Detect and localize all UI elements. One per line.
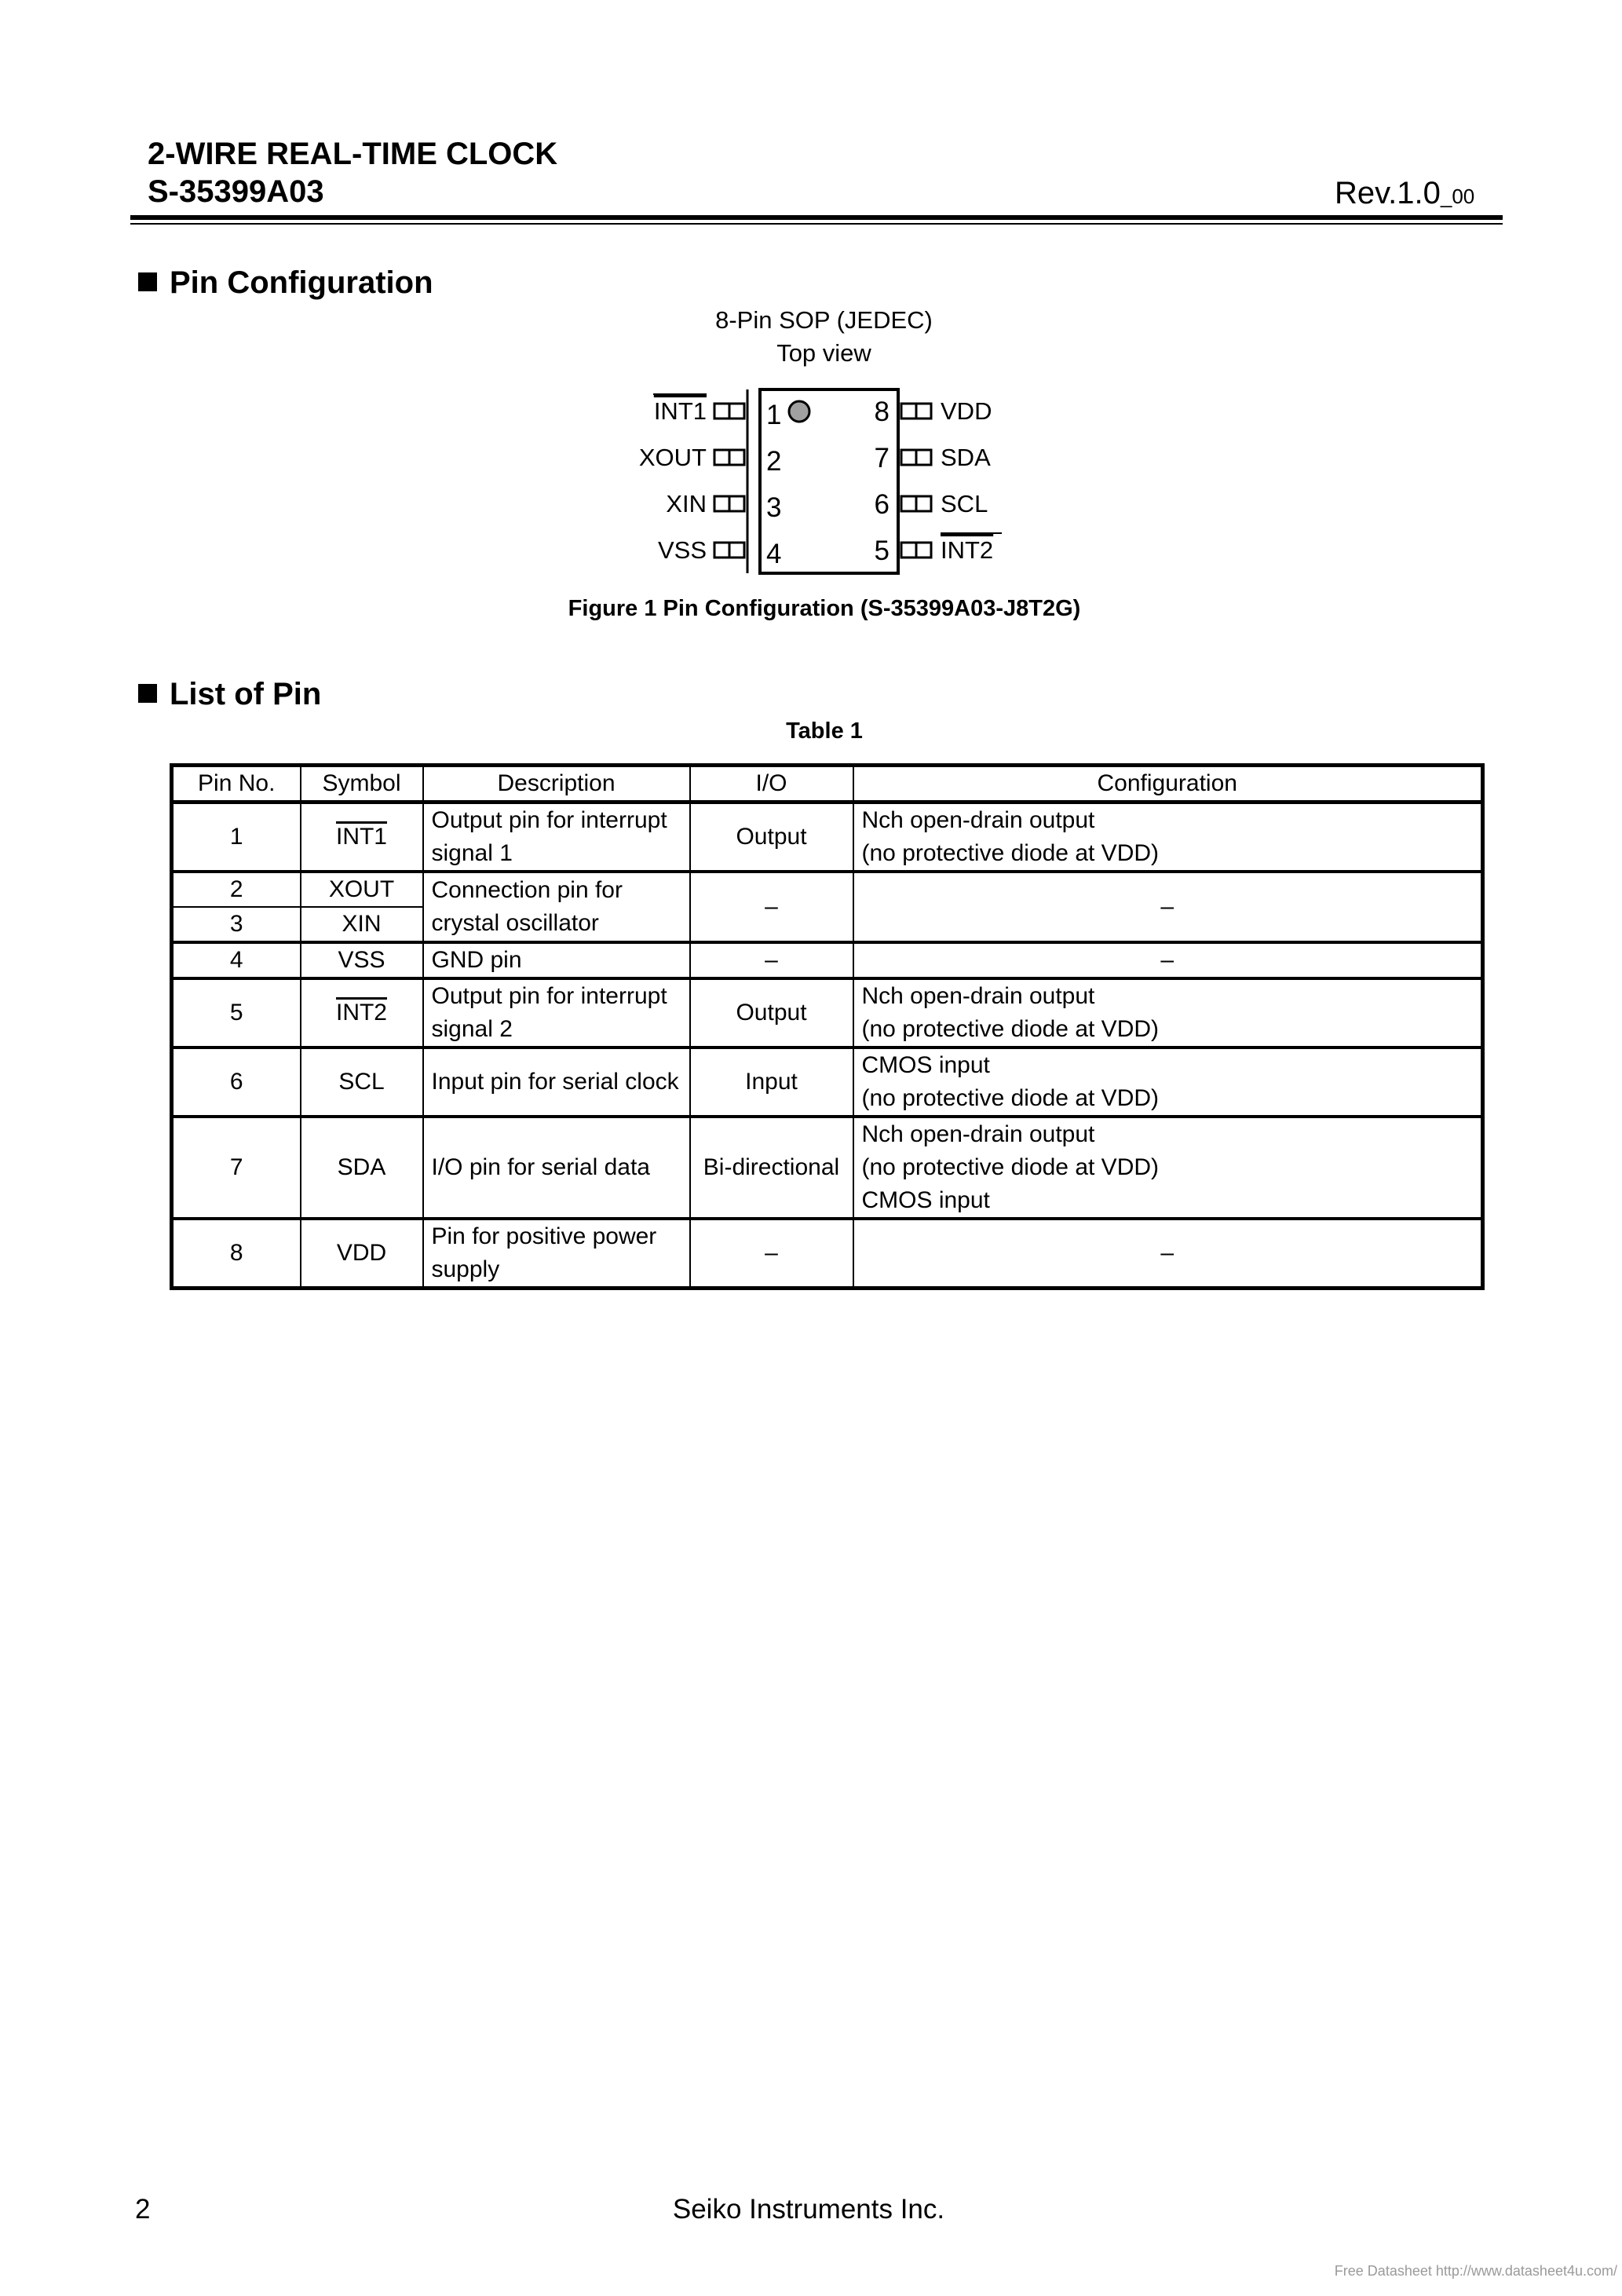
configuration-cell: Nch open-drain output (no protective diode at VDD) [853, 978, 1483, 1047]
configuration-cell: – [853, 942, 1483, 978]
pin-number: 2 [766, 446, 782, 477]
section-heading-list-of-pin [138, 675, 321, 713]
pin-name: INT2 [941, 536, 994, 564]
pin-number-cell: 7 [172, 1117, 301, 1219]
pin-pad [916, 543, 931, 558]
io-cell: Output [690, 978, 853, 1047]
pin-pad [714, 543, 729, 558]
figure-caption: Figure 1 Pin Configuration (S-35399A03-J8T2G) [568, 596, 1081, 621]
pin-pad [714, 450, 729, 465]
io-cell: Output [690, 803, 853, 872]
symbol-text: INT2 [335, 1000, 387, 1026]
pin-number: 6 [874, 489, 890, 520]
pin-name: VDD [941, 397, 992, 425]
table-header-row [172, 766, 1483, 803]
square-bullet-icon [138, 272, 157, 291]
table-row [172, 978, 1483, 1047]
column-header: I/O [690, 766, 853, 803]
pin-number-cell: 6 [172, 1047, 301, 1117]
pin-number-cell: 1 [172, 803, 301, 872]
pin-number: 7 [874, 443, 890, 473]
description-cell: Input pin for serial clock [423, 1047, 690, 1117]
symbol-cell: VDD [301, 1219, 423, 1289]
watermark-text: Free Datasheet http://www.datasheet4u.com/ [1334, 2263, 1617, 2279]
description-cell: I/O pin for serial data [423, 1117, 690, 1219]
pin-name: VSS [657, 536, 707, 564]
pin-pad [901, 543, 916, 558]
description-cell: Output pin for interrupt signal 1 [423, 803, 690, 872]
pin-name: SCL [941, 490, 988, 517]
symbol-cell [301, 978, 423, 1047]
pin-name: XOUT [638, 444, 707, 471]
pin-pad [916, 450, 931, 465]
io-cell: Bi-directional [690, 1117, 853, 1219]
symbol-cell: XIN [301, 907, 423, 942]
io-cell: Input [690, 1047, 853, 1117]
table-row [172, 803, 1483, 872]
pin-number: 4 [766, 539, 782, 569]
pin-number-cell: 8 [172, 1219, 301, 1289]
configuration-cell: Nch open-drain output (no protective diode at VDD) [853, 803, 1483, 872]
description-cell: Pin for positive power supply [423, 1219, 690, 1289]
company-name: Seiko Instruments Inc. [672, 2194, 945, 2225]
configuration-cell: – [853, 1219, 1483, 1289]
view-label: Top view [776, 339, 871, 367]
pin-pad [729, 450, 744, 465]
pin-number-cell: 2 [172, 872, 301, 907]
symbol-text: INT1 [335, 824, 387, 850]
configuration-cell: CMOS input (no protective diode at VDD) [853, 1047, 1483, 1117]
symbol-cell: SDA [301, 1117, 423, 1219]
document-title: 2-WIRE REAL-TIME CLOCK [148, 137, 558, 171]
symbol-cell: SCL [301, 1047, 423, 1117]
symbol-cell: XOUT [301, 872, 423, 907]
pin1-marker-icon [789, 401, 809, 422]
description-cell: Output pin for interrupt signal 2 [423, 978, 690, 1047]
table-row [172, 1219, 1483, 1289]
pin-number: 3 [766, 492, 782, 523]
table-row [172, 942, 1483, 978]
pin-pad [916, 404, 931, 419]
column-header: Description [423, 766, 690, 803]
description-cell: Connection pin for crystal oscillator [423, 872, 690, 942]
table-row [172, 872, 1483, 907]
section-heading-text: Pin Configuration [170, 265, 433, 300]
pin-pad [901, 496, 916, 511]
revision-suffix: _00 [1440, 185, 1475, 208]
revision-number: Rev.1.0 [1335, 176, 1441, 210]
pin-pad [729, 543, 744, 558]
symbol-cell: VSS [301, 942, 423, 978]
pin-pad [916, 496, 931, 511]
square-bullet-icon [138, 684, 157, 703]
pin-name: SDA [941, 444, 991, 471]
column-header: Symbol [301, 766, 423, 803]
pin-number-cell: 4 [172, 942, 301, 978]
pin-number-cell: 3 [172, 907, 301, 942]
symbol-cell [301, 803, 423, 872]
pin-name: INT1 [653, 397, 707, 425]
pin-pad [901, 404, 916, 419]
column-header: Configuration [853, 766, 1483, 803]
io-cell: – [690, 872, 853, 942]
pin-number: 8 [874, 397, 890, 427]
page-number: 2 [135, 2194, 151, 2225]
section-heading-pin-configuration [138, 264, 433, 302]
section-heading-text: List of Pin [170, 677, 322, 711]
description-cell: GND pin [423, 942, 690, 978]
pin-number: 5 [874, 536, 890, 566]
pin-pad [729, 404, 744, 419]
pin-pad [714, 404, 729, 419]
table-row [172, 1047, 1483, 1117]
io-cell: – [690, 1219, 853, 1289]
pin-pad [729, 496, 744, 511]
configuration-cell: – [853, 872, 1483, 942]
part-number: S-35399A03 [148, 174, 324, 209]
pin-number-cell: 5 [172, 978, 301, 1047]
io-cell: – [690, 942, 853, 978]
configuration-cell: Nch open-drain output (no protective diode at VDD) CMOS input [853, 1117, 1483, 1219]
pin-pad [714, 496, 729, 511]
pin-name: XIN [666, 490, 707, 517]
pin-diagram [620, 377, 1028, 581]
package-label: 8-Pin SOP (JEDEC) [715, 306, 933, 334]
table-row [172, 1117, 1483, 1219]
pin-pad [901, 450, 916, 465]
header-rule-thick [130, 215, 1503, 220]
revision [1335, 174, 1474, 215]
table-caption: Table 1 [786, 718, 863, 744]
column-header: Pin No. [172, 766, 301, 803]
pin-number: 1 [766, 400, 782, 430]
header-rule-thin [130, 223, 1503, 225]
pin-table [170, 763, 1485, 1290]
